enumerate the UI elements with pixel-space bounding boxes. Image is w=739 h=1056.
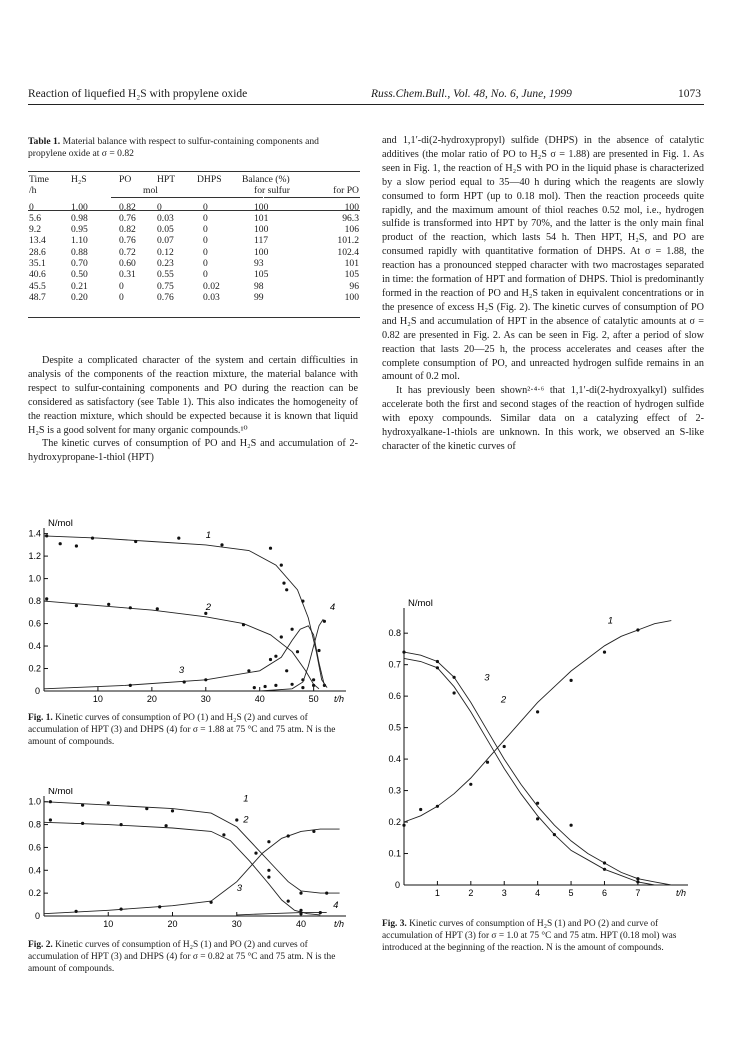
paragraph: Despite a complicated character of the system and certain difficulties in analysis of the components of the reaction mixture, the material balance with respect to sulfur-containing components and PO during the reaction can be considered as satisfactory (see Table 1). This also indicates the homogeneity of the reaction mixture, which should be expected because it is known that liquid H₂S is a good solvent for many organic compounds.¹⁰: [28, 355, 358, 436]
series-4-point: [291, 683, 294, 686]
y-tick-label: 1.0: [28, 796, 41, 807]
table-cell: 93: [254, 258, 264, 270]
table-cell: 1.10: [71, 235, 88, 247]
series-1-line: [44, 536, 327, 688]
series-1-point: [453, 676, 456, 679]
series-2-line: [44, 822, 320, 915]
series-1-point: [107, 801, 110, 804]
x-tick-label: 30: [231, 919, 242, 929]
series-3-line: [44, 626, 324, 689]
table-cell: 0: [119, 280, 124, 292]
series-1-point: [269, 547, 272, 550]
series-3-point: [158, 905, 161, 908]
series-4-point: [323, 620, 326, 623]
table-cell: 0: [203, 212, 208, 224]
table-cell: 0.55: [157, 269, 174, 281]
y-tick-label: 0.3: [388, 785, 401, 796]
col-header-hpt: HPT: [157, 174, 176, 185]
series-1-point: [91, 537, 94, 540]
y-tick-label: 1.2: [28, 551, 41, 562]
series-1-point: [177, 537, 180, 540]
series-1-point: [220, 543, 223, 546]
series-2-point: [165, 824, 168, 827]
series-2-point: [222, 833, 225, 836]
table-cell: 0.03: [157, 212, 174, 224]
table-cell: 0: [203, 201, 208, 213]
series-1-point: [402, 651, 405, 654]
series-2-point: [299, 909, 302, 912]
table-cell: 0.95: [71, 224, 88, 236]
page-number: 1073: [678, 88, 701, 100]
table-caption: [28, 136, 358, 160]
series-2-point: [75, 604, 78, 607]
paragraph: and 1,1′-di(2-hydroxypropyl) sulfide (DHPS) in the absence of catalytic additives (the molar ratio of PO to H₂S σ = 1.88) are presented in Fig. 1. As seen in Fig. 1, the reaction of H₂S with PO in the liquid phase is characterized by a slow period equal to 35—40 h during which the reagents are slowly consumed to form HPT (up to 0.18 mol). Then the reaction proceeds quite rapidly, and the maximum amount of thiol reaches 0.52 mol, i.e., hydrogen sulfide is transformed into HPT by 70%, and the latter is the only main final product of the reaction, which lasts 54 h. Then HPT, H₂S, and PO are consumed rapidly with quantitative formation of DHPS. At σ = 1.88, the reaction has a pronounced stepped character with two macrostages separated in time: the formation of HPT and formation of DHPS. Thiol is predominantly formed in the reaction of PO and H₂S taken in equivalent concentrations or in the presence of excess H₂S (Fig. 2). The kinetic curves of consumption of PO and H₂S and accumulation of HPT in the absence of catalytic amounts at σ = 0.82 are presented in Fig. 2. As can be seen in Fig. 2, after a period of slow reaction that lasts 20—25 h, the process accelerates and ceases after the complete consumption of PO, and unreacted hydrogen sulfide remains in an amount of 0.2 mol.: [382, 135, 704, 383]
table-cell: 99: [254, 291, 264, 303]
series-1-point: [267, 876, 270, 879]
series-3-point: [296, 650, 299, 653]
x-tick-label: 4: [535, 888, 541, 898]
table-cell: 101: [344, 258, 359, 270]
table-cell: 0.75: [157, 280, 174, 292]
series-3-point: [120, 908, 123, 911]
x-axis-label: t/h: [333, 919, 344, 929]
series-4-point: [274, 684, 277, 687]
series-3-point: [536, 710, 539, 713]
y-tick-label: 1.0: [28, 573, 41, 584]
y-tick-label: 0.8: [28, 596, 41, 607]
series-2-point: [453, 691, 456, 694]
figure-2-chart: [28, 788, 360, 936]
table-cell: 101: [254, 212, 269, 224]
table-cell: 0: [157, 201, 162, 213]
table-cell: 0.12: [157, 246, 174, 258]
series-2-line: [404, 658, 671, 885]
col-header-po: PO: [119, 174, 132, 185]
table-cell: 100: [344, 291, 359, 303]
table-cell: 0.76: [119, 235, 136, 247]
series-1-point: [280, 564, 283, 567]
series-1-point: [49, 800, 52, 803]
series-3-point: [503, 745, 506, 748]
table-cell: 0.76: [157, 291, 174, 303]
left-column-text: [28, 354, 358, 465]
col-header-balance: Balance (%): [242, 174, 290, 185]
table-cell: 0: [29, 201, 34, 213]
table-cell: 0.50: [71, 269, 88, 281]
series-1-point: [285, 588, 288, 591]
series-3-point: [247, 669, 250, 672]
table-cell: 0: [203, 246, 208, 258]
series-1-line: [404, 652, 671, 885]
series-1-point: [299, 892, 302, 895]
series-1-point: [81, 804, 84, 807]
figure-1-caption-label: Fig. 1.: [28, 713, 53, 723]
y-tick-label: 0.8: [28, 819, 41, 830]
series-1-point: [171, 809, 174, 812]
col-header-dhps: DHPS: [197, 174, 222, 185]
table-cell: 0.05: [157, 224, 174, 236]
series-3-point: [419, 808, 422, 811]
figure-3-caption-text: Kinetic curves of consumption of H₂S (1) and PO (2) and curve of accumulation of HPT (3) for σ = 1.0 at 75 °C and 75 atm. HPT (0.18 mol) was introduced at the beginning of the reaction. N is the amount of compounds.: [382, 919, 677, 953]
series-4-point: [253, 686, 256, 689]
series-1-point: [436, 660, 439, 663]
y-tick-label: 0.2: [28, 888, 41, 899]
series-1-line: [44, 802, 340, 893]
series-3-point: [603, 651, 606, 654]
series-1-point: [301, 600, 304, 603]
table-cell: 1.00: [71, 201, 88, 213]
x-axis-label: t/h: [675, 888, 686, 898]
series-1-point: [75, 544, 78, 547]
series-1-label: 1: [243, 793, 249, 805]
table-cell: 9.2: [29, 224, 41, 236]
series-2-point: [129, 606, 132, 609]
series-3-point: [269, 658, 272, 661]
series-1-point: [603, 861, 606, 864]
series-3-point: [636, 628, 639, 631]
series-2-point: [536, 817, 539, 820]
table-cell: 0.82: [119, 224, 136, 236]
series-1-point: [570, 824, 573, 827]
series-3-point: [280, 635, 283, 638]
table-cell: 0.72: [119, 246, 136, 258]
series-3-point: [267, 840, 270, 843]
table-cell: 0.02: [203, 280, 220, 292]
x-tick-label: 20: [146, 694, 157, 704]
series-1-label: 1: [205, 530, 212, 542]
y-tick-label: 0.4: [28, 865, 41, 876]
running-title: Reaction of liquefied H₂S with propylene oxide: [28, 88, 248, 100]
table-cell: 100: [254, 246, 269, 258]
series-2-point: [45, 597, 48, 600]
y-axis-label: N/mol: [48, 788, 73, 797]
table-cell: 0: [203, 269, 208, 281]
col-header-h2s: H₂S: [71, 174, 87, 185]
y-tick-label: 0.7: [388, 659, 401, 670]
y-tick-label: 0.4: [388, 754, 401, 765]
table-cell: 101.2: [337, 235, 359, 247]
series-2-label: 2: [500, 694, 507, 706]
table-cell: 96: [349, 280, 359, 292]
table-row: [28, 199, 360, 213]
figure-3-caption-label: Fig. 3.: [382, 919, 407, 929]
x-tick-label: 20: [167, 919, 178, 929]
table-cell: 40.6: [29, 269, 46, 281]
series-3-point: [204, 678, 207, 681]
series-2-point: [49, 818, 52, 821]
table-cell: 0.07: [157, 235, 174, 247]
table-row: [28, 235, 360, 246]
series-1-label: 1: [607, 615, 614, 627]
figure-2-caption: [28, 939, 358, 975]
table-header-row: [28, 174, 360, 185]
table-cell: 105: [254, 269, 269, 281]
y-tick-label: 0.8: [388, 628, 401, 639]
series-2-point: [287, 900, 290, 903]
series-1-point: [282, 582, 285, 585]
series-3-label: 3: [484, 672, 490, 684]
table-cell: 5.6: [29, 212, 41, 224]
series-1-point: [59, 542, 62, 545]
table-bottom-rule: [28, 317, 360, 318]
table-cell: 0.70: [71, 258, 88, 270]
y-tick-label: 0.1: [388, 848, 401, 859]
x-axis-label: t/h: [333, 694, 344, 704]
table-top-rule: [28, 171, 360, 172]
figure-2-caption-text: Kinetic curves of consumption of H₂S (1) and PO (2) and curves of accumulation of HPT (3) and DHPS (4) for σ = 0.82 at 75 °C and 75 atm. N is the amount of compounds.: [28, 940, 336, 974]
table-cell: 106: [344, 224, 359, 236]
series-1-point: [45, 534, 48, 537]
series-2-point: [553, 833, 556, 836]
table-cell: 105: [344, 269, 359, 281]
series-1-point: [536, 802, 539, 805]
table-cell: 0.21: [71, 280, 88, 292]
x-tick-label: 5: [568, 888, 574, 898]
table-row: [28, 213, 360, 224]
y-tick-label: 0: [34, 686, 40, 696]
table-row: [28, 247, 360, 258]
table-cell: 0.76: [119, 212, 136, 224]
series-3-point: [254, 852, 257, 855]
unit-time: /h: [29, 185, 37, 197]
figure-3-caption: [382, 918, 704, 954]
series-3-point: [312, 678, 315, 681]
material-balance-table: [28, 174, 360, 303]
right-column-text: [382, 134, 704, 454]
series-3-point: [75, 910, 78, 913]
series-4-point: [301, 686, 304, 689]
series-2-label: 2: [205, 602, 212, 614]
figure-1-chart: [28, 510, 360, 710]
series-4-point: [264, 685, 267, 688]
series-2-point: [312, 684, 315, 687]
figure-2-caption-label: Fig. 2.: [28, 940, 53, 950]
x-tick-label: 40: [254, 694, 265, 704]
series-3-point: [183, 680, 186, 683]
y-tick-label: 0.6: [28, 842, 41, 853]
table-cell: 0.82: [119, 201, 136, 213]
x-tick-label: 1: [434, 888, 440, 898]
table-caption-text: Material balance with respect to sulfur-containing components and propylene oxide at σ = 0.82: [28, 136, 319, 159]
y-tick-label: 0: [34, 911, 40, 921]
table-cell: 0.31: [119, 269, 136, 281]
table-cell: 100: [254, 224, 269, 236]
table-cell: 0.98: [71, 212, 88, 224]
table-cell: 100: [344, 201, 359, 213]
figure-3-chart: [370, 590, 704, 920]
table-row: [28, 292, 360, 303]
y-tick-label: 0.6: [28, 618, 41, 629]
unit-mol: mol: [143, 185, 158, 197]
series-3-point: [287, 834, 290, 837]
table-cell: 100: [254, 201, 269, 213]
table-cell: 35.1: [29, 258, 46, 270]
series-1-point: [235, 818, 238, 821]
journal-reference: Russ.Chem.Bull., Vol. 48, No. 6, June, 1999: [371, 88, 572, 100]
series-2-point: [267, 869, 270, 872]
table-cell: 0.20: [71, 291, 88, 303]
x-tick-label: 50: [308, 694, 319, 704]
x-tick-label: 7: [635, 888, 641, 898]
x-tick-label: 2: [468, 888, 474, 898]
series-3-line: [404, 621, 671, 822]
series-2-point: [81, 822, 84, 825]
series-3-point: [469, 783, 472, 786]
series-1-point: [145, 807, 148, 810]
series-2-point: [436, 666, 439, 669]
series-2-point: [603, 868, 606, 871]
header-rule: [28, 104, 704, 105]
series-3-line: [44, 829, 340, 914]
table-unit-row: [28, 185, 360, 198]
series-3-point: [210, 901, 213, 904]
col-header-time: Time: [29, 174, 49, 185]
table-cell: 96.3: [342, 212, 359, 224]
series-4-point: [299, 912, 302, 915]
series-2-point: [636, 880, 639, 883]
paragraph: It has previously been shown²·⁴·⁶ that 1,1′-di(2-hydroxyalkyl) sulfides accelerate both the first and second stages of the reaction of hydrogen sulfide with epoxy compounds. Similar data on a catalyzing effect of 2-hydroxyalkane-1-thiols are unknown. In this work, we observed an S-like character of the kinetic curves of: [382, 385, 704, 452]
table-cell: 28.6: [29, 246, 46, 258]
series-3-point: [436, 805, 439, 808]
series-3-label: 3: [178, 665, 185, 677]
table-cell: 98: [254, 280, 264, 292]
unit-for-po: for PO: [333, 185, 359, 197]
table-cell: 45.5: [29, 280, 46, 292]
unit-for-sulfur: for sulfur: [254, 185, 290, 197]
table-row: [28, 269, 360, 280]
y-tick-label: 0.6: [388, 691, 401, 702]
series-2-label: 2: [243, 814, 249, 826]
series-2-point: [274, 655, 277, 658]
series-3-point: [402, 824, 405, 827]
table-cell: 0.23: [157, 258, 174, 270]
figure-1-caption-text: Kinetic curves of consumption of PO (1) and H₂S (2) and curves of accumulation of HPT (3) and DHPS (4) for σ = 1.88 at 75 °C and 75 atm. N is the amount of compounds.: [28, 713, 336, 747]
series-2-point: [107, 603, 110, 606]
y-tick-label: 0.5: [388, 722, 401, 733]
series-3-point: [486, 761, 489, 764]
table-cell: 0.60: [119, 258, 136, 270]
table-cell: 0: [203, 235, 208, 247]
series-4-point: [319, 911, 322, 914]
x-tick-label: 40: [296, 919, 307, 929]
table-cell: 102.4: [337, 246, 359, 258]
series-4-point: [317, 649, 320, 652]
series-2-point: [156, 607, 159, 610]
series-3-point: [570, 679, 573, 682]
table-cell: 48.7: [29, 291, 46, 303]
table-cell: 0: [203, 258, 208, 270]
table-caption-label: Table 1.: [28, 136, 61, 147]
figure-1-caption: [28, 712, 358, 748]
series-3-point: [129, 684, 132, 687]
series-4-label: 4: [329, 602, 336, 614]
x-tick-label: 30: [200, 694, 211, 704]
x-tick-label: 10: [103, 919, 114, 929]
series-2-point: [285, 669, 288, 672]
table-cell: 0: [203, 224, 208, 236]
y-tick-label: 0.2: [388, 817, 401, 828]
series-2-point: [120, 823, 123, 826]
paragraph: The kinetic curves of consumption of PO and H₂S and accumulation of 2-hydroxypropane-1-thiol (HPT): [28, 438, 358, 464]
table-row: [28, 224, 360, 235]
x-tick-label: 3: [501, 888, 507, 898]
table-row: [28, 258, 360, 269]
table-cell: 0.88: [71, 246, 88, 258]
series-3-point: [312, 830, 315, 833]
series-3-label: 3: [236, 882, 243, 894]
table-row: [28, 281, 360, 292]
series-4-label: 4: [333, 900, 339, 911]
y-tick-label: 0: [394, 880, 400, 890]
table-cell: 0.03: [203, 291, 220, 303]
series-1-point: [636, 877, 639, 880]
table-cell: 13.4: [29, 235, 46, 247]
y-tick-label: 0.4: [28, 641, 41, 652]
table-cell: 0: [119, 291, 124, 303]
series-1-point: [325, 892, 328, 895]
x-tick-label: 6: [601, 888, 607, 898]
y-axis-label: N/mol: [408, 598, 433, 609]
y-tick-label: 1.4: [28, 528, 41, 539]
series-2-point: [242, 623, 245, 626]
series-3-point: [291, 628, 294, 631]
y-axis-label: N/mol: [48, 518, 73, 529]
table-cell: 117: [254, 235, 269, 247]
series-1-point: [134, 540, 137, 543]
x-tick-label: 10: [92, 694, 103, 704]
y-tick-label: 0.2: [28, 663, 41, 674]
